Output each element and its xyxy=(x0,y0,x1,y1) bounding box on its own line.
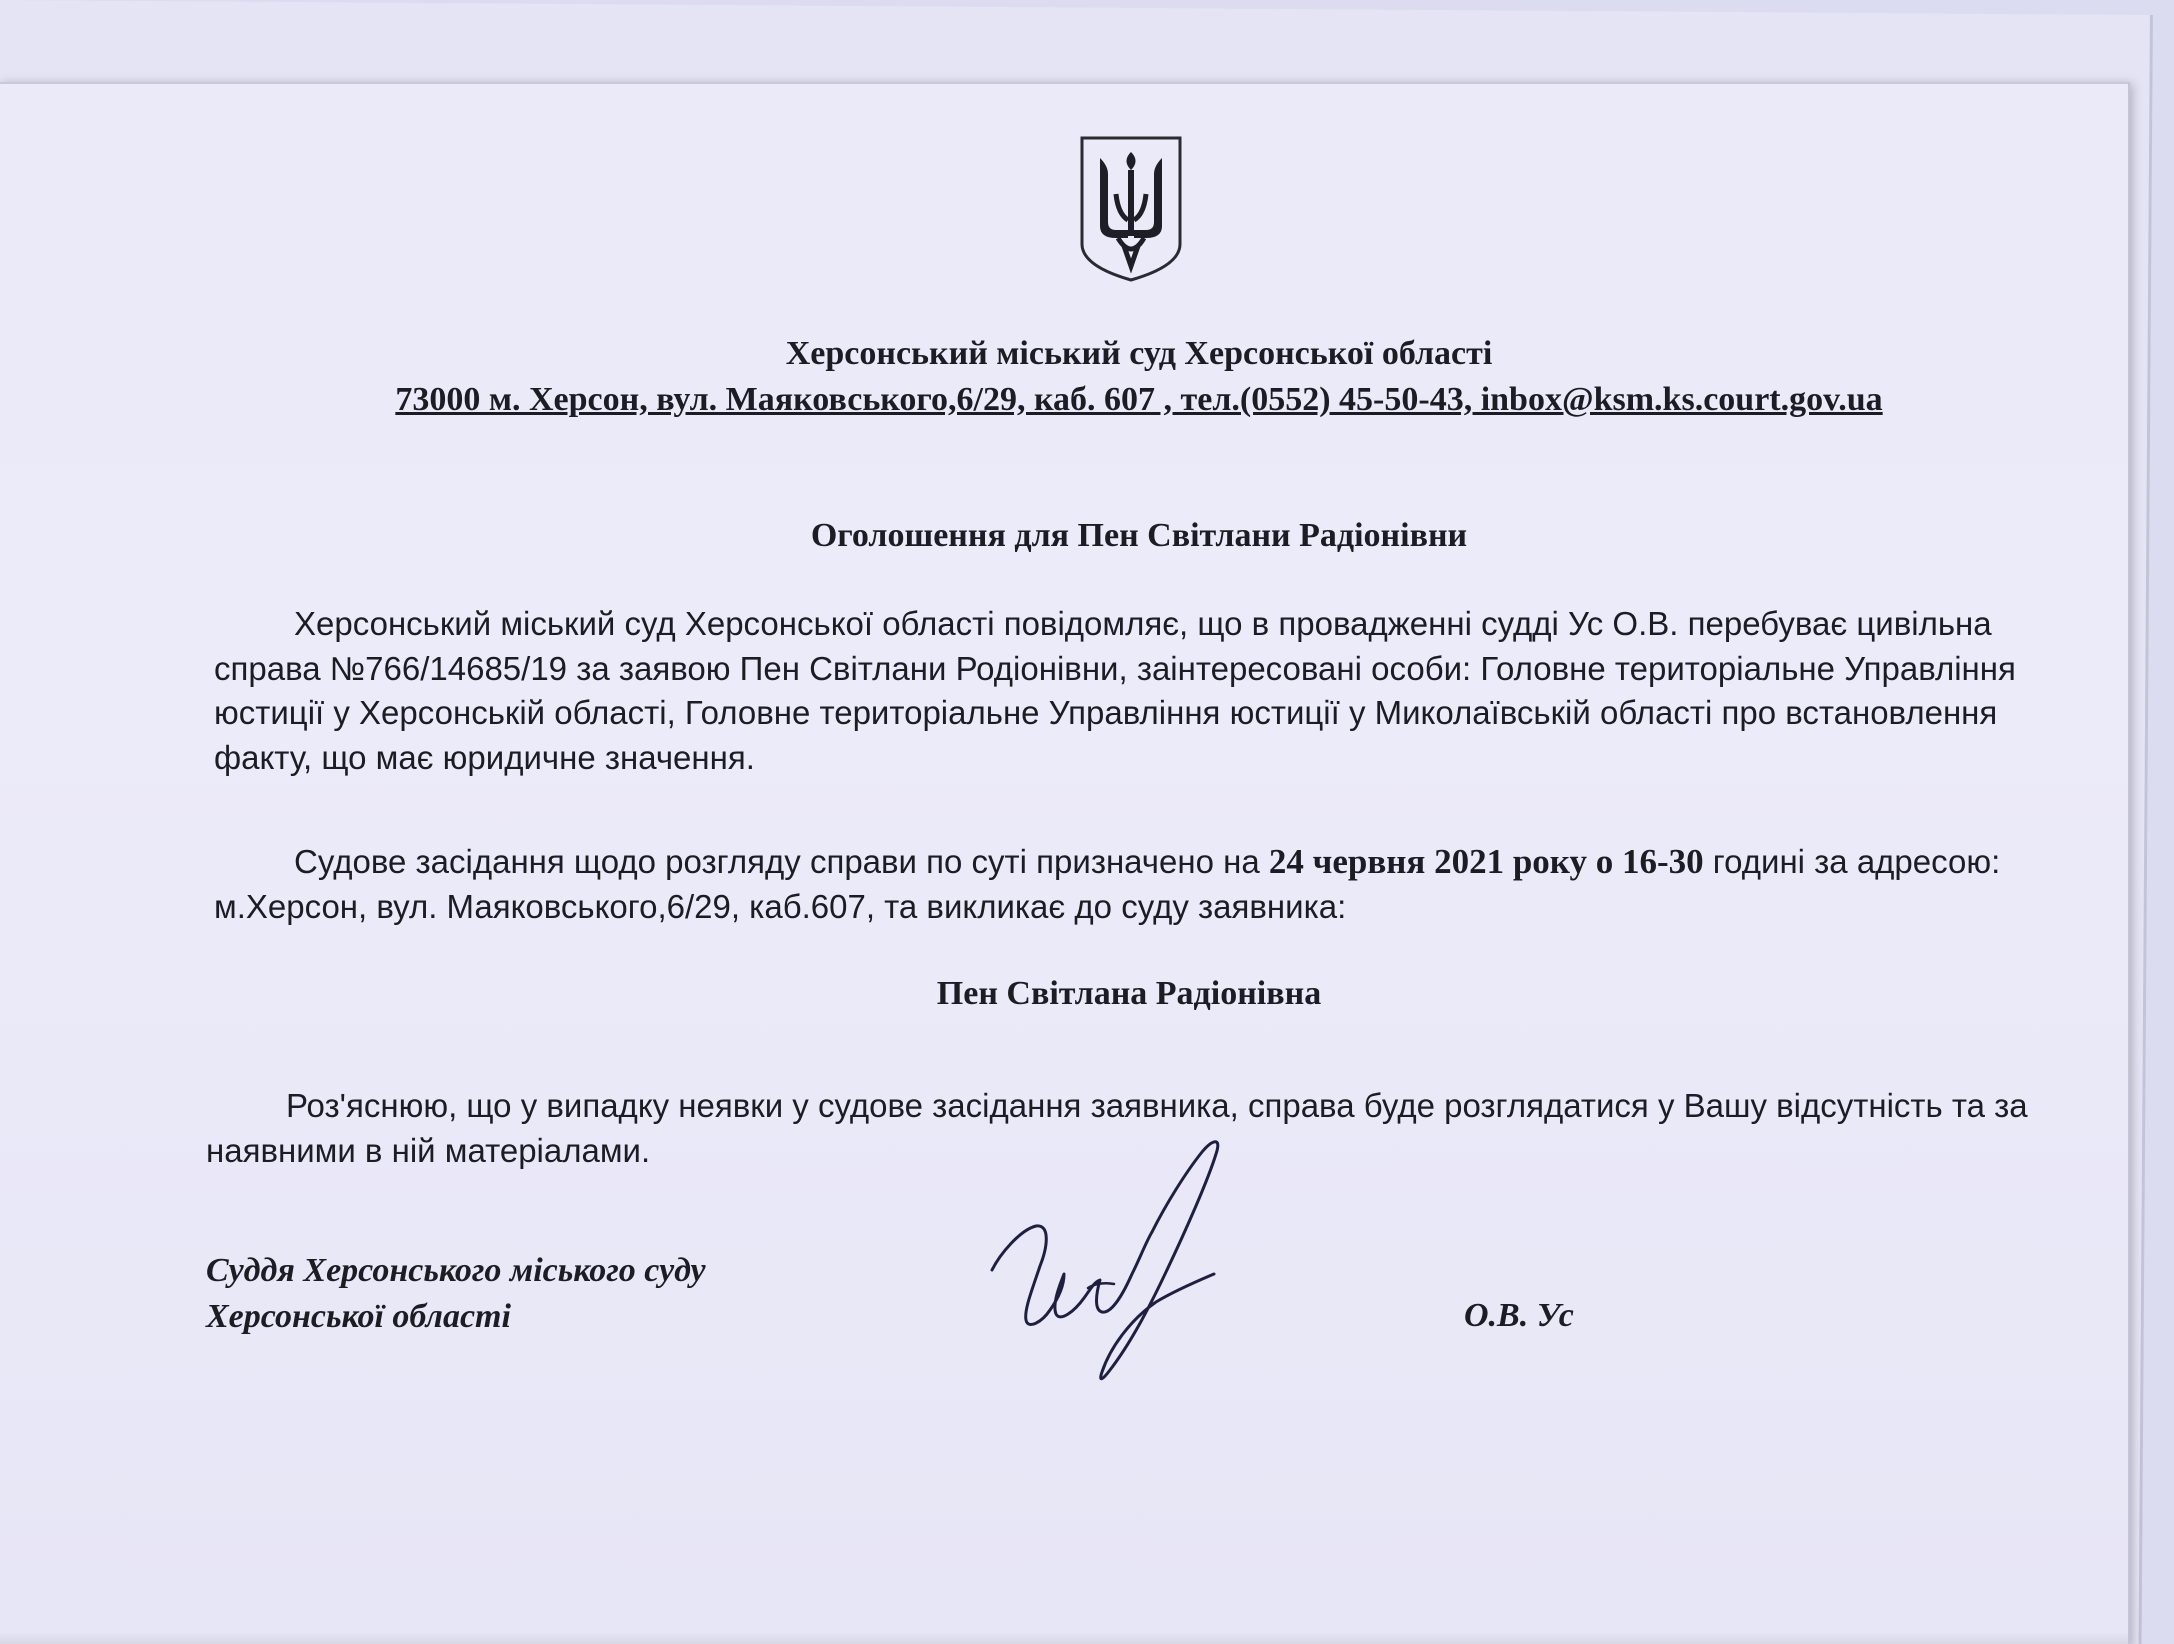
judge-title xyxy=(206,1248,706,1340)
ukraine-trident-icon xyxy=(1078,134,1184,284)
sheet-bottom-shadow xyxy=(0,1632,2128,1644)
paragraph-case-info: Херсонський міський суд Херсонської області повідомляє, що в провадженні судді Ус О.В. перебуває цивільна справа №766/14685/19 за заявою Пен Світлани Родіонівни, заінтересовані особи: Головне територіальне Управління юстиції у Херсонській області, Головне територіальне Управління юстиції у Миколаївській області про встановлення факту, що має юридичне значення. xyxy=(214,605,2016,776)
signatory-name: О.В. Ус xyxy=(1464,1297,1574,1334)
paragraph-explanation: Роз'яснюю, що у випадку неявки у судове засідання заявника, справа буде розглядатися у Вашу відсутність та за наявними в ній матеріалами. xyxy=(206,1087,2028,1169)
court-name: Херсонський міський суд Херсонської області xyxy=(785,335,1493,372)
court-address: 73000 м. Херсон, вул. Маяковського,6/29, каб. 607 , тел.(0552) 45-50-43, inbox@ksm.ks.court.gov.ua xyxy=(395,381,1883,418)
paragraph-hearing-date xyxy=(214,840,2024,929)
document-sheet xyxy=(0,82,2130,1644)
hearing-date: 24 червня 2021 року о 16-30 xyxy=(1268,842,1704,881)
applicant-name: Пен Світлана Радіонівна xyxy=(936,975,1322,1012)
judge-title-line2: Херсонської області xyxy=(206,1298,511,1335)
hearing-text-after: годині за адресою: м.Херсон, вул. Маяковського,6/29, каб.607, та викликає до суду заявника: xyxy=(214,843,2001,925)
handwritten-signature xyxy=(990,1134,1330,1394)
announcement-heading: Оголошення для Пен Світлани Радіонівни xyxy=(810,517,1468,554)
judge-title-line1: Суддя Херсонського міського суду xyxy=(206,1252,706,1289)
hearing-text-before: Судове засідання щодо розгляду справи по суті призначено на xyxy=(294,843,1269,880)
